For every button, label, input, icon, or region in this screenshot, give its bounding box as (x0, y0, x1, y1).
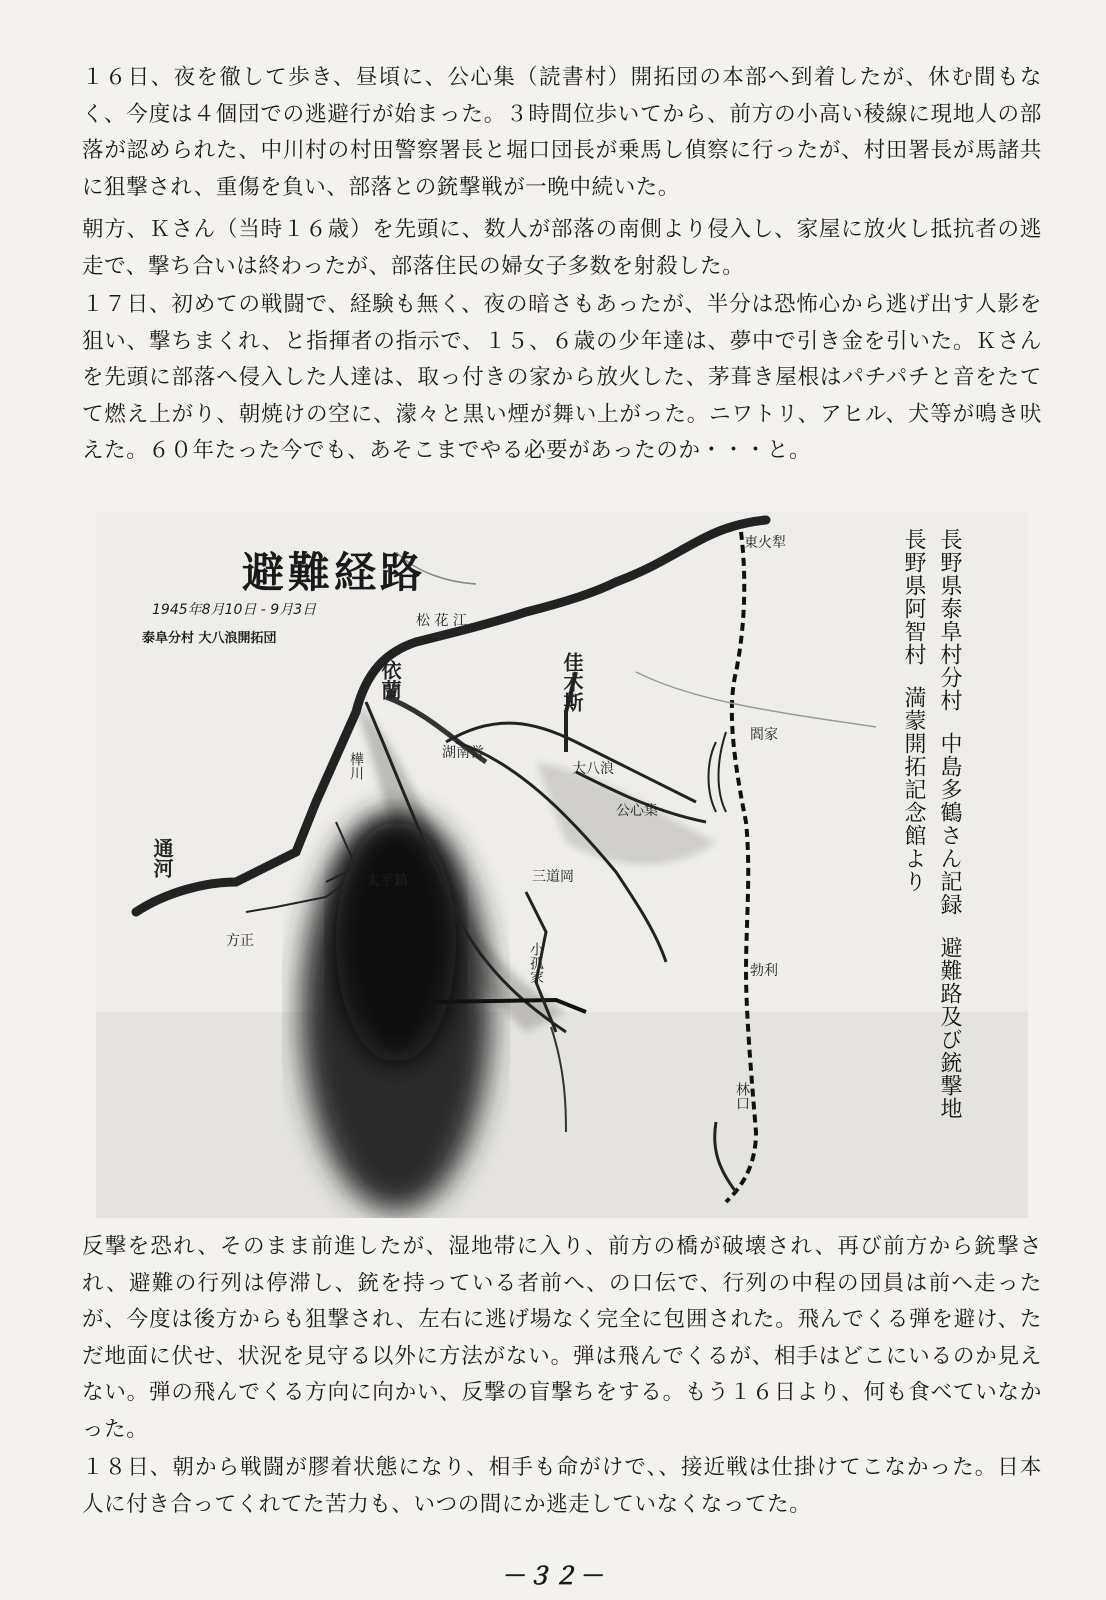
caption-2b: 満蒙開拓記念館より (901, 686, 926, 893)
map-caption-line-1 (934, 528, 964, 1120)
map-label-place-d: 樺川 (348, 752, 364, 780)
map-label-place-g: 公心集 (616, 803, 658, 819)
paragraph-3: １７日、初めての戦闘で、経験も無く、夜の暗さもあったが、半分は恐怖心から逃げ出す人影を狙い、撃ちまくれ、と指揮者の指示で、１５、６歳の少年達は、夢中で引き金を引いた。Ｋさんを先頭に部落へ侵入した人達は、取っ付きの家から放火した、茅葺き屋根はパチパチと音をたてて燃え上がり、朝焼けの空に、濛々と黒い煙が舞い上がった。ニワトリ、アヒル、犬等が鳴き吠えた。６０年たった今でも、あそこまでやる必要があったのか・・・と。 (82, 292, 1042, 464)
caption-1b: 中島多鶴さん記録 (937, 732, 962, 916)
dark-core (336, 822, 456, 1062)
map-label-place-i: 閻家 (750, 727, 778, 743)
paragraph-2: 朝方、Ｋさん（当時１６歳）を先頭に、数人が部落の南側より侵入し、家屋に放火し抵抗者の逃走で、撃ち合いは終わったが、部落住民の婦女子多数を射殺した。 (82, 217, 1042, 279)
caption-2a: 長野県阿智村 (901, 528, 926, 666)
map-caption-line-2 (898, 528, 928, 893)
map-date: 1945年8月10日 - 9月3日 (152, 602, 317, 618)
map-label-place-l: 小孤家 (528, 942, 544, 984)
map-label-place-a: 依蘭 (378, 660, 402, 700)
map-label-place-b: 太平鎮 (366, 873, 408, 889)
map-label-place-f: 東火犁 (744, 535, 786, 551)
caption-1c: 避難路及び銃撃地 (937, 936, 962, 1120)
evacuation-route-map (96, 512, 1028, 1218)
page-number: －３２－ (501, 1562, 605, 1590)
map-label-place-m: 通河 (150, 838, 174, 878)
map-title: 避難経路 (242, 548, 427, 597)
map-label-place-c: 佳木斯 (560, 652, 584, 712)
map-label-place-e: 大八浪 (572, 761, 614, 777)
paragraph-1: １６日、夜を徹して歩き、昼頃に、公心集（読書村）開拓団の本部へ到着したが、休む間もなく、今度は４個団での逃避行が始まった。３時間位歩いてから、前方の小高い稜線に現地人の部落が認められた、中川村の村田警察署長と堀口団長が乗馬し偵察に行ったが、村田署長が馬諸共に狙撃され、重傷を負い、部落との銃撃戦が一晩中続いた。 (82, 65, 1042, 200)
map-label-river: 松 花 江 (416, 613, 467, 629)
paragraph-4: 反撃を恐れ、そのまま前進したが、湿地帯に入り、前方の橋が破壊され、再び前方から銃撃され、避難の行列は停滞し、銃を持っている者前へ、の口伝で、行列の中程の団員は前へ走ったが、今度は後方からも狙撃され、左右に逃げ場なく完全に包囲された。飛んでくる弾を避け、ただ地面に伏せ、状況を見守る以外に方法がない。弾は飛んでくるが、相手はどこにいるのか見えない。弾の飛んでくる方向に向かい、反撃の盲撃ちをする。もう１６日より、何も食べていなかった。 (82, 1234, 1042, 1442)
paragraph-5: １８日、朝から戦闘が膠着状態になり、相手も命がけで、、接近戦は仕掛けてこなかった。日本人に付き合ってくれてた苦力も、いつの間にか逃走していなくなってた。 (82, 1455, 1042, 1517)
map-label-place-j: 勃利 (750, 963, 778, 979)
map-label-place-o: 三道岡 (532, 869, 574, 885)
caption-1a: 長野県泰阜村分村 (937, 528, 962, 712)
map-label-place-k: 林口 (734, 1082, 750, 1110)
map-label-place-n: 方正 (226, 933, 254, 949)
map-label-place-h: 湖南営 (442, 745, 484, 761)
map-fold (96, 1012, 1028, 1218)
map-organization: 泰阜分村 大八浪開拓団 (142, 631, 277, 646)
